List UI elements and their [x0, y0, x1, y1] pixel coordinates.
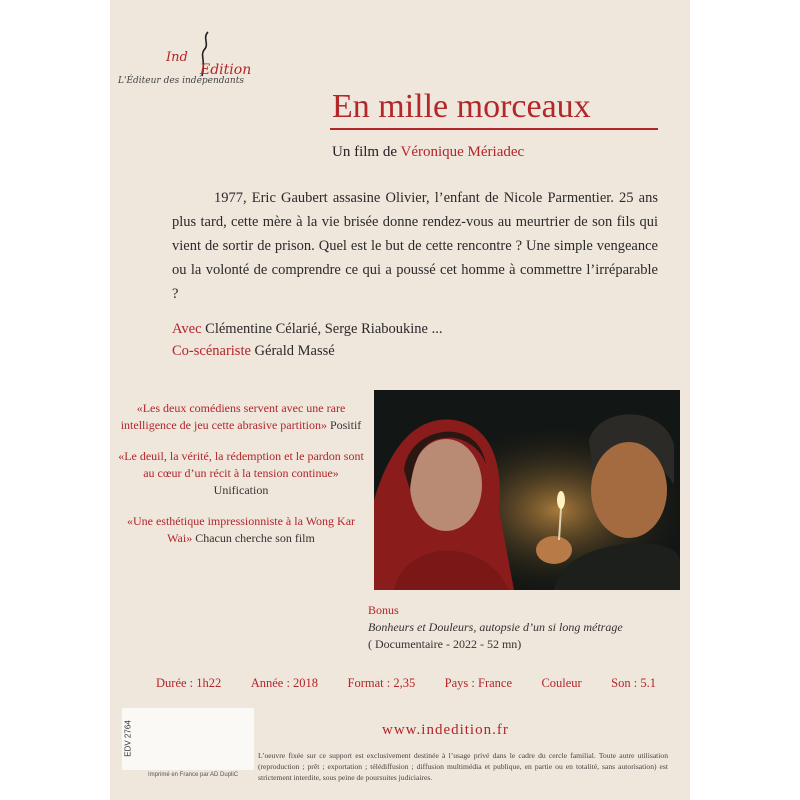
press-quote [116, 448, 366, 499]
bonus-title: Bonheurs et Douleurs, autopsie d’un si long métrage [368, 620, 623, 634]
spec-sound: Son : 5.1 [611, 676, 656, 690]
writer-label: Co-scénariste [172, 343, 251, 359]
quote-source: Chacun cherche son film [195, 531, 315, 545]
legal-notice: L’oeuvre fixée sur ce support est exclusivement destinée à l’usage privé dans le cadre du cercle familial. Toute autre utilisation (reproduction ; prêt ; exportation ; télédiffusion ; diffusion multimédia et publique, en partie ou en totalité, sans autorisation) est strictement interdite, sous peine de poursuites judiciaires. [258, 751, 668, 782]
bonus-details: ( Documentaire - 2022 - 52 mn) [368, 637, 522, 651]
credits [172, 318, 442, 362]
film-title: En mille morceaux [332, 88, 591, 125]
press-quote [116, 513, 366, 547]
printer-credit: Imprimé en France par AD DupliC [148, 772, 239, 778]
cast-line [172, 318, 442, 340]
film-subtitle [332, 144, 524, 161]
writer-line [172, 340, 442, 362]
press-quotes [116, 400, 366, 561]
cast-names: Clémentine Célarié, Serge Riaboukine ... [205, 321, 443, 337]
bonus-section [368, 602, 623, 653]
writer-name: Gérald Massé [254, 343, 335, 359]
spec-duration: Durée : 1h22 [156, 676, 222, 690]
quote-text: «Le deuil, la vérité, la rédemption et le pardon sont au cœur d’un récit à la tension continue» [118, 449, 364, 480]
barcode-area [122, 708, 254, 770]
press-quote [116, 400, 366, 434]
title-underline [330, 128, 658, 130]
spec-format: Format : 2,35 [347, 676, 416, 690]
synopsis: 1977, Eric Gaubert assasine Olivier, l’enfant de Nicole Parmentier. 25 ans plus tard, cette mère à la vie brisée donne rendez-vous au meurtrier de son fils qui vient de sortir de prison. Quel est le but de cette rencontre ? Une simple vengeance ou la volonté de comprendre ce qui a poussé cet homme à commettre l’irréparable ? [172, 190, 658, 302]
technical-specs [156, 676, 656, 691]
quote-source: Positif [329, 418, 362, 432]
back-cover [110, 0, 690, 800]
spec-color: Couleur [541, 676, 582, 690]
quote-text: «Les deux comédiens servent avec une rare intelligence de jeu cette abrasive partition» [120, 401, 346, 432]
catalog-reference: EDV 2764 [123, 720, 133, 757]
film-still-photo [374, 390, 680, 590]
subtitle-prefix: Un film de [332, 144, 397, 160]
logo-edition: Edition [200, 62, 252, 78]
quote-text: «Une esthétique impressionniste à la Wong Kar Wai» [126, 514, 356, 545]
quote-source: Unification [213, 483, 269, 497]
website-link[interactable]: www.indedition.fr [382, 722, 509, 738]
spec-country: Pays : France [444, 676, 513, 690]
cast-label: Avec [172, 321, 202, 337]
bonus-label: Bonus [368, 603, 399, 617]
publisher-tagline: L'Éditeur des indépendants [118, 76, 244, 86]
spec-year: Année : 2018 [250, 676, 319, 690]
director-name: Véronique Mériadec [400, 144, 525, 160]
logo-ind: Ind [166, 50, 188, 65]
